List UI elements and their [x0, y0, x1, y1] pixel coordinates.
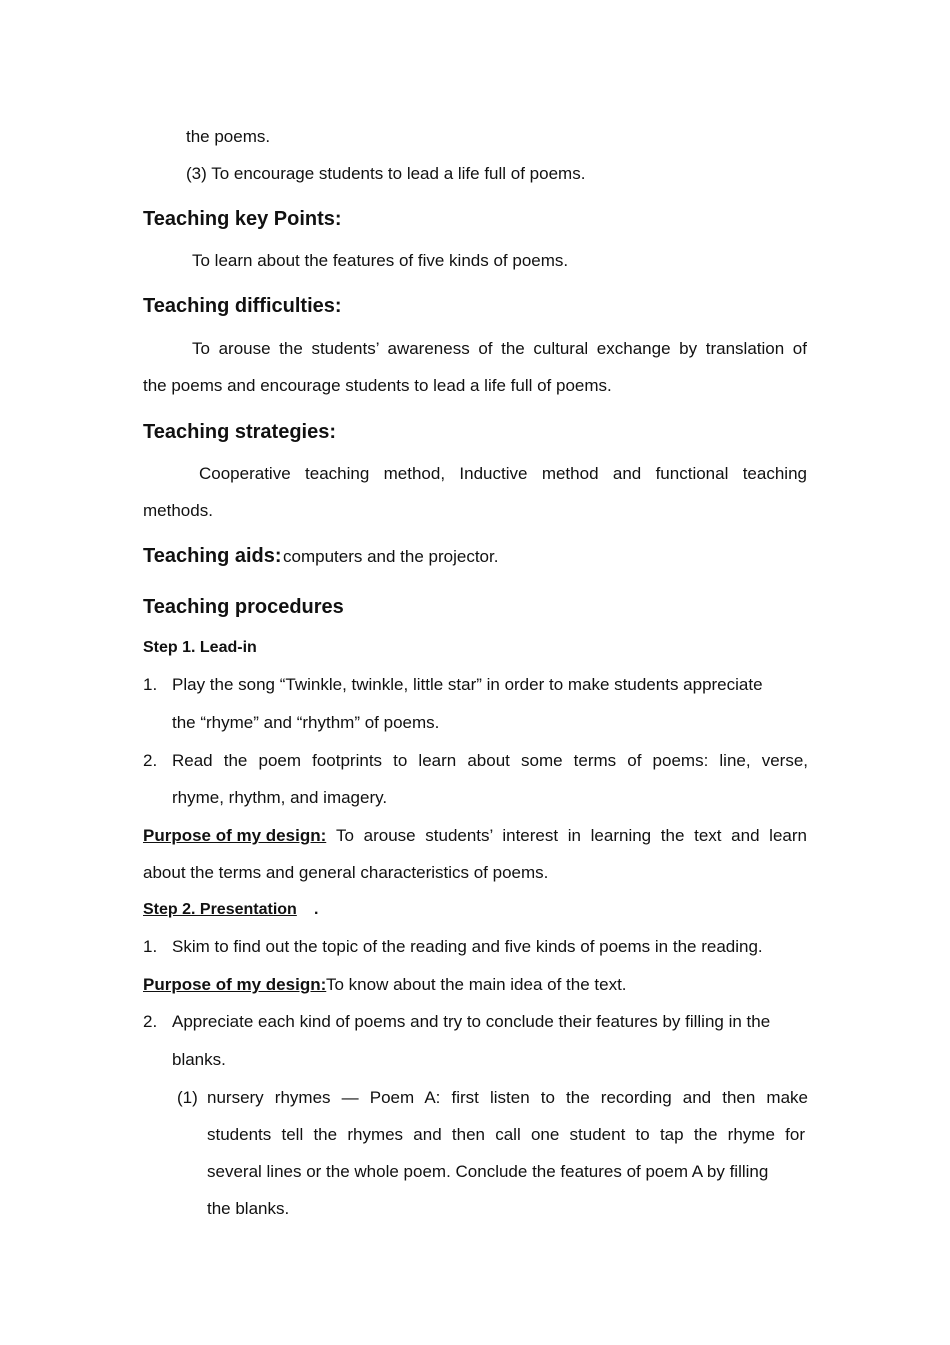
step2-sub1-line-2: students tell the rhymes and then call one student to tap the rhyme for	[207, 1125, 805, 1144]
step2-purpose-label: Purpose of my design:	[143, 975, 327, 994]
step2-item2-line-1: Appreciate each kind of poems and try to conclude their features by filling in the	[172, 1012, 771, 1031]
step-1-title: Step 1. Lead-in	[143, 639, 257, 656]
step2-item1-number: 1.	[143, 937, 158, 956]
aids-heading: Teaching aids:	[143, 545, 282, 567]
step2-sub1-number: (1)	[177, 1088, 198, 1107]
step1-item1-number: 1.	[143, 675, 158, 694]
step2-sub1-line-4: the blanks.	[207, 1199, 290, 1218]
difficulties-line-2: the poems and encourage students to lead a life full of poems.	[143, 376, 612, 395]
step1-item1-line-2: the “rhyme” and “rhythm” of poems.	[172, 713, 440, 732]
aids-text: computers and the projector.	[283, 547, 499, 566]
objective-line-continuation: the poems.	[186, 127, 271, 146]
step1-item2-line-2: rhyme, rhythm, and imagery.	[172, 788, 388, 807]
difficulties-line-1: To arouse the students’ awareness of the cultural exchange by translation of	[192, 339, 807, 358]
step2-sub1-line-3: several lines or the whole poem. Conclude the features of poem A by filling	[207, 1162, 769, 1181]
step2-item2-line-2: blanks.	[172, 1050, 226, 1069]
step-2-title-period: .	[314, 901, 319, 918]
step2-item2-number: 2.	[143, 1012, 158, 1031]
step1-item2-number: 2.	[143, 751, 158, 770]
step-2-title: Step 2. Presentation	[143, 901, 297, 918]
step1-purpose-line-1: To arouse students’ interest in learning the text and learn	[336, 826, 807, 845]
strategies-line-2: methods.	[143, 501, 213, 520]
step1-purpose-line-2: about the terms and general characteristics of poems.	[143, 863, 549, 882]
step2-sub1-line-1: nursery rhymes — Poem A: first listen to the recording and then make	[207, 1088, 808, 1107]
difficulties-heading: Teaching difficulties:	[143, 295, 342, 317]
objective-3: (3) To encourage students to lead a life full of poems.	[186, 164, 586, 183]
step1-item1-line-1: Play the song “Twinkle, twinkle, little star” in order to make students appreciate	[172, 675, 763, 694]
step1-purpose-label: Purpose of my design:	[143, 826, 327, 845]
key-points-text: To learn about the features of five kinds of poems.	[192, 251, 569, 270]
step2-purpose-text: To know about the main idea of the text.	[326, 975, 627, 994]
procedures-heading: Teaching procedures	[143, 596, 344, 618]
strategies-line-1: Cooperative teaching method, Inductive method and functional teaching	[199, 464, 807, 483]
step2-item1-text: Skim to find out the topic of the reading and five kinds of poems in the reading.	[172, 937, 763, 956]
step1-item2-line-1: Read the poem footprints to learn about some terms of poems: line, verse,	[172, 751, 808, 770]
key-points-heading: Teaching key Points:	[143, 208, 342, 230]
strategies-heading: Teaching strategies:	[143, 421, 337, 443]
